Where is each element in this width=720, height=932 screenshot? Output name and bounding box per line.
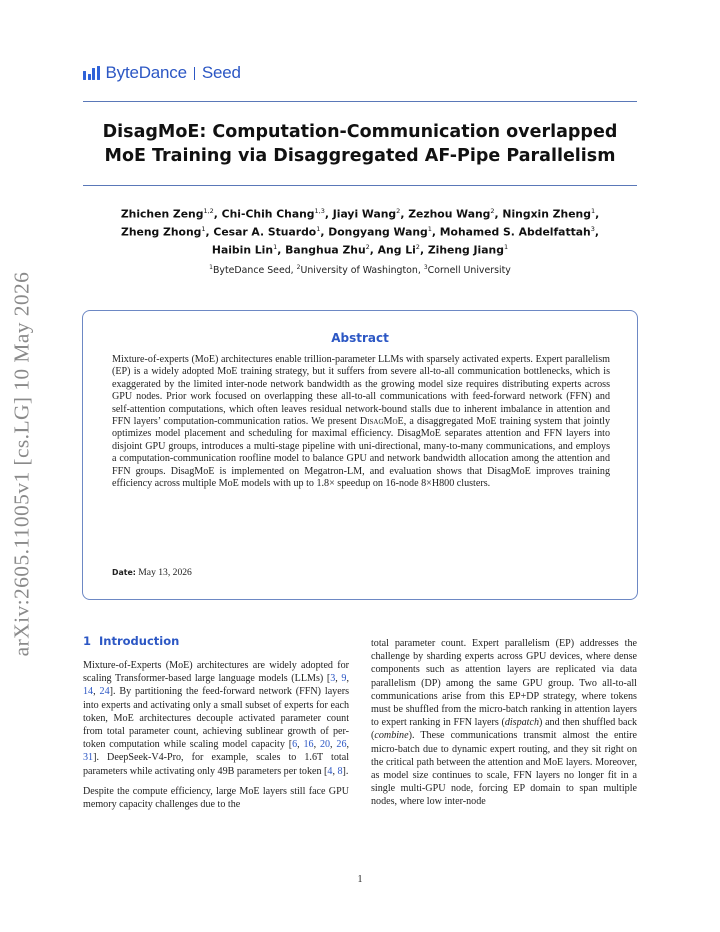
arxiv-identifier: arXiv:2605.11005v1 [cs.LG] 10 May 2026 [9,271,34,657]
abstract-text [112,354,610,490]
author-name: Mohamed S. Abdelfattah [439,225,591,239]
citation-link[interactable]: 8 [337,765,343,777]
header-rule [83,101,637,102]
emphasis-combine: combine [374,730,409,742]
citation-link[interactable]: 3 [330,673,336,685]
paragraph-text: , [297,739,304,751]
citation-link[interactable]: 9 [341,673,347,685]
section-number: 1 [83,634,92,648]
author-name: Ang Li [377,243,416,257]
brand-product: Seed [201,63,241,82]
affiliation-list: $^1$ByteDance Seed, $^2$University of Washington, $^3$Cornell University [209,264,511,277]
citation-link[interactable]: 4 [327,765,333,777]
author-affiliation: 1 [427,225,432,234]
paper-title [60,120,660,168]
title-line-2: MoE Training via Disaggregated AF-Pipe Parallelism [104,146,616,166]
citation-link[interactable]: 20 [319,739,331,751]
author-name: Haibin Lin [211,243,274,257]
author-name: Cesar A. Stuardo [213,225,317,239]
paragraph-text: , [346,673,349,685]
author-line-3: Haibin Lin$^1$, Banghua Zhu$^2$, Ang Li$^2$, Ziheng Jiang$^1$ [211,243,509,257]
author-affiliation: 1 [590,207,596,215]
affiliation-number: 1 [209,264,213,271]
abstract-box [82,310,638,600]
citation-link[interactable]: 6 [292,739,298,751]
paragraph-text: ]. [342,765,349,777]
title-rule [83,185,637,186]
bytedance-seed-logo [83,63,241,83]
bytedance-logo-icon [83,66,100,80]
section-title: Introduction [99,634,180,648]
author-affiliation: 2 [396,207,401,215]
intro-paragraph-1 [83,659,349,778]
abstract-text-part: Mixture-of-experts (MoE) architectures enable trillion-parameter LLMs with sparsely activated experts. Expert parallelism (EP) is a widely adopted MoE training strategy, but it suffers from severe all-to-all communication bottlenecks, which is exaggerated by the limited inter-node network bandwidth as the growing model size requires distributing experts across GPU nodes. Prior work focused on overlapping these all-to-all communications with feed-forward network (FFN) and self-attention computations, which often leaves residual network-bound stalls due to inherent imbalance in attention and FFN layers’ computation-communication ratios. We present [112,354,610,428]
author-name: Ningxin Zheng [502,207,591,221]
affiliation-name: University of Washington [300,265,418,277]
author-name: Dongyang Wang [328,225,428,239]
abstract-heading: Abstract [331,331,389,345]
paragraph-text: ]. By partitioning the feed-forward network (FFN) layers into experts and activating only a small subset of experts for each token, MoE architectures decouple activated parameter count from total parameter count, achieving sublinear growth of per-token computation while scaling model capacity [ [83,686,350,751]
paragraph-text: , [93,686,100,698]
author-line-1: Zhichen Zeng$^{1,2}$, Chi-Chih Chang$^{1,3}$, Jiayi Wang$^2$, Zezhou Wang$^2$, Ningxin Zheng$^1$, [120,207,600,221]
author-affiliation: 1 [503,243,509,252]
paragraph-text: total parameter count. Expert parallelism (EP) addresses the challenge by sharding experts across GPU devices, where dense components such as attention layers are replicated via data parallelism (DP) among the same GPU group. Two all-to-all communications arise from this EP+DP strategy, where tokens must be shuffled from the micro-batch ranking in attention layers to expert ranking in FFN layers ( [371,638,637,729]
author-list [70,204,650,258]
author-affiliation: 1 [201,225,206,234]
author-name: Jiayi Wang [332,207,397,221]
author-affiliation: 2 [365,243,370,252]
paragraph-text: , [313,739,320,751]
author-affiliation: 1,2 [203,207,214,215]
system-name: DisagMoE [359,416,404,428]
citation-link[interactable]: 14 [83,686,94,698]
page-number: 1 [357,874,363,885]
paragraph-text: , [335,673,342,685]
date-line [112,567,192,578]
author-name: Zhichen Zeng [120,207,204,221]
intro-paragraph-2 [83,785,349,811]
title-line-1: DisagMoE: Computation-Communication overlapped [102,122,618,142]
citation-link[interactable]: 24 [99,686,110,698]
author-affiliation: 3 [590,225,595,234]
section-heading-introduction [83,634,179,648]
citation-link[interactable]: 31 [83,752,94,764]
column-right [371,637,637,816]
author-name: Ziheng Jiang [427,243,504,257]
author-name: Zezhou Wang [408,207,491,221]
author-affiliation: 1 [273,243,278,252]
paragraph-text: ]. DeepSeek-V4-Pro, for example, scales to 1.6T total parameters while activating only 49B parameters per token [ [83,752,349,777]
affiliation-number: 2 [296,264,301,271]
paragraph-text: Despite the compute efficiency, large MoE layers still face GPU memory capacity challenges due to the [83,785,349,811]
paragraph-text: , [332,765,338,777]
abstract-text-part: , a disaggregated MoE training system that jointly optimizes model placement and scheduling for maximal efficiency. DisagMoE separates attention and FFN layers into disjoint GPU groups, introduces a multi-stage pipeline with uni-directional, many-to-many communications, and employs a computation-communication roofline model to balance GPU and network bandwidth allocation among the attention and FFN groups. DisagMoE is implemented on Megatron-LM, and evaluation shows that DisagMoE improves training efficiency across multiple MoE models with up to 1.8× speedup on 16-node 8×H800 clusters. [112,416,611,490]
paragraph-text: Mixture-of-Experts (MoE) architectures are widely adopted for scaling Transformer-based large language models (LLMs) [ [83,660,349,685]
author-name: Zheng Zhong [121,225,202,239]
brand-divider [194,67,195,80]
emphasis-dispatch: dispatch [504,717,540,729]
brand-name: ByteDance [105,63,187,82]
paragraph-text: ) and then shuffled back ( [371,717,638,742]
author-affiliation: 2 [415,243,420,252]
citation-link[interactable]: 26 [336,739,347,751]
paragraph-text: ). These communications transmit almost the entire micro-batch due to dynamic expert routing, and they sit right on the critical path between the attention and MoE layers. Moreover, as model size continues to scale, FFN layers no longer fit in a single multi-GPU node, forcing EP domain to span multiple nodes, where low inter-node [371,730,637,808]
author-line-2: Zheng Zhong$^1$, Cesar A. Stuardo$^1$, Dongyang Wang$^1$, Mohamed S. Abdelfattah$^3$, [121,225,599,239]
citation-link[interactable]: 16 [303,739,314,751]
author-name: Chi-Chih Chang [221,207,315,221]
date-label: Date: [112,568,136,577]
affiliation-name: Cornell University [427,265,511,277]
intro-paragraph-2-continued [371,637,637,809]
paragraph-text: , [330,739,337,751]
paragraph-text: , [346,739,350,751]
affiliation-name: ByteDance Seed [213,265,291,277]
author-affiliation: 1 [316,225,321,234]
author-affiliation: 2 [490,207,495,215]
column-left [83,659,349,818]
author-affiliation: 1,3 [314,207,325,215]
author-name: Banghua Zhu [285,243,366,257]
date-value: May 13, 2026 [138,567,192,578]
affiliation-number: 3 [423,264,428,271]
